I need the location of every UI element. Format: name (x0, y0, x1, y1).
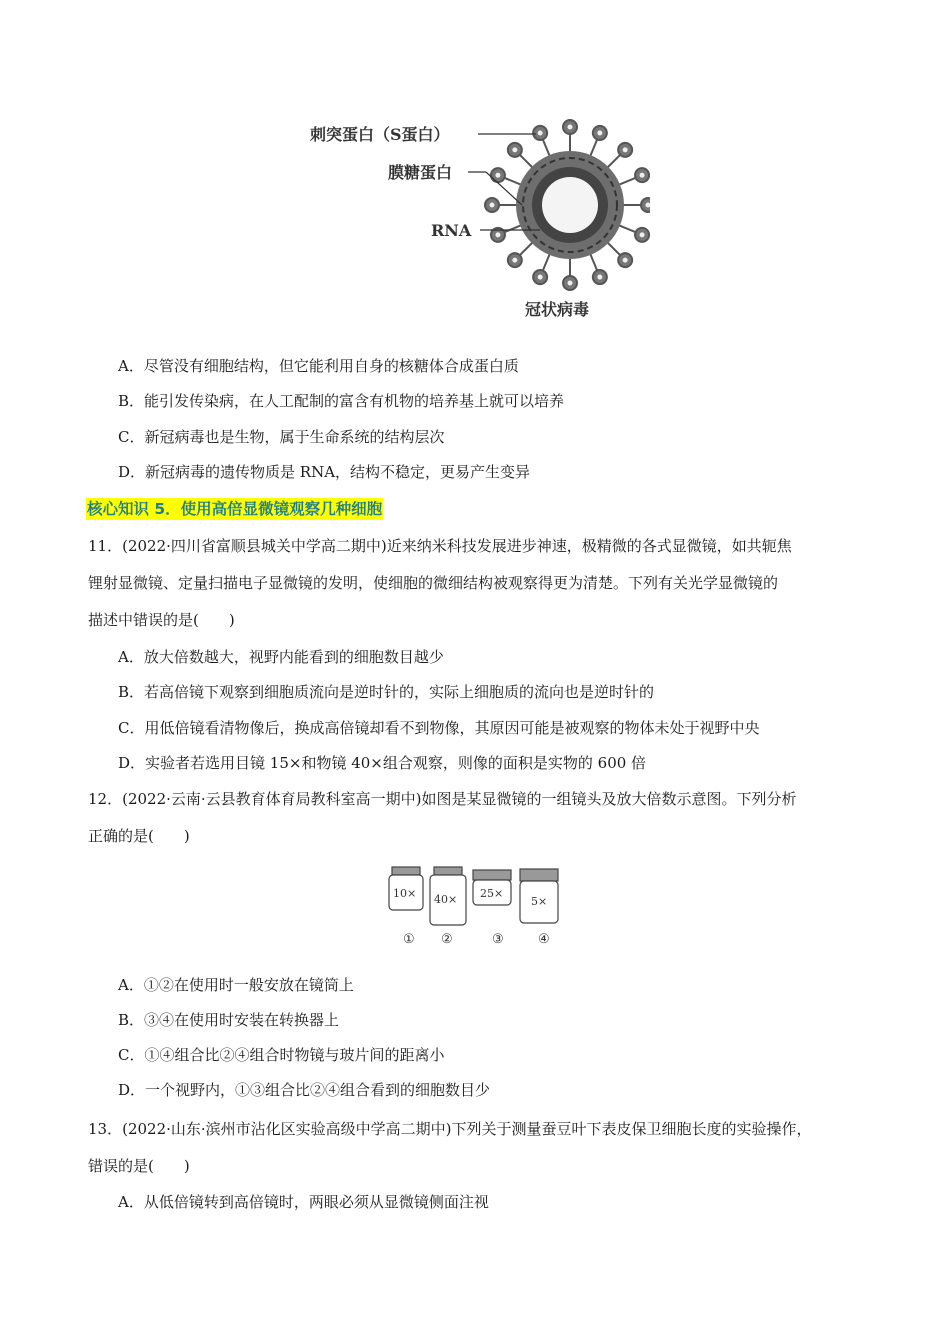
q11-stem-line-2: 锂射显微镜、定量扫描电子显微镜的发明，使细胞的微细结构被观察得更为清楚。下列有关光学显微镜的 (88, 574, 779, 592)
q12-option-c: C．①④组合比②④组合时物镜与玻片间的距离小 (118, 1046, 445, 1064)
q11-stem-line-1: 11．(2022·四川省富顺县城关中学高二期中)近来纳米科技发展进步神速，极精微的各式显微镜，如共轭焦 (88, 537, 792, 555)
lens-3-mag: 25× (480, 887, 504, 900)
lens-2-num: ② (441, 932, 453, 947)
q10-option-b: B．能引发传染病，在人工配制的富含有机物的培养基上就可以培养 (118, 392, 565, 410)
q10-option-d: D．新冠病毒的遗传物质是 RNA，结构不稳定，更易产生变异 (118, 463, 531, 481)
lens-4-mag: 5× (531, 895, 548, 908)
virus-caption: 冠状病毒 (525, 300, 590, 319)
q11-option-d: D．实验者若选用目镜 15×和物镜 40×组合观察，则像的面积是实物的 600 倍 (118, 754, 647, 772)
lens-2-mag: 40× (434, 893, 458, 906)
lens-4-num: ④ (538, 932, 550, 947)
q10-option-c: C．新冠病毒也是生物，属于生命系统的结构层次 (118, 428, 445, 446)
q12-stem-line-2: 正确的是( ) (88, 827, 190, 845)
membrane-protein-label: 膜糖蛋白 (388, 163, 453, 182)
q11-option-c: C．用低倍镜看清物像后，换成高倍镜却看不到物像，其原因可能是被观察的物体未处于视野中央 (118, 719, 760, 737)
q13-option-a: A．从低倍镜转到高倍镜时，两眼必须从显微镜侧面注视 (118, 1193, 489, 1211)
q13-stem-line-1: 13．(2022·山东·滨州市沾化区实验高级中学高二期中)下列关于测量蚕豆叶下表皮保卫细胞长度的实验操作， (88, 1120, 812, 1138)
lens-3-num: ③ (492, 932, 504, 947)
q12-option-a: A．①②在使用时一般安放在镜筒上 (118, 976, 354, 994)
spike-protein-label: 刺突蛋白（S蛋白） (310, 125, 450, 144)
q11-stem-line-3: 描述中错误的是( ) (88, 611, 235, 629)
lens-figure (380, 855, 580, 955)
q10-option-a: A．尽管没有细胞结构，但它能利用自身的核糖体合成蛋白质 (118, 357, 519, 375)
lens-1-mag: 10× (393, 887, 417, 900)
q12-stem-line-1: 12．(2022·云南·云县教育体育局教科室高一期中)如图是某显微镜的一组镜头及放大倍数示意图。下列分析 (88, 790, 797, 808)
virus-diagram-icon (468, 120, 650, 290)
rna-label: RNA (431, 221, 472, 240)
q12-option-d: D．一个视野内，①③组合比②④组合看到的细胞数目少 (118, 1081, 491, 1099)
coronavirus-figure (300, 110, 650, 330)
lens-1-num: ① (403, 932, 415, 947)
q11-option-b: B．若高倍镜下观察到细胞质流向是逆时针的，实际上细胞质的流向也是逆时针的 (118, 683, 655, 701)
q13-stem-line-2: 错误的是( ) (88, 1157, 190, 1175)
section-heading: 核心知识 5．使用高倍显微镜观察几种细胞 (87, 500, 383, 518)
q12-option-b: B．③④在使用时安装在转换器上 (118, 1011, 340, 1029)
q11-option-a: A．放大倍数越大，视野内能看到的细胞数目越少 (118, 648, 444, 666)
